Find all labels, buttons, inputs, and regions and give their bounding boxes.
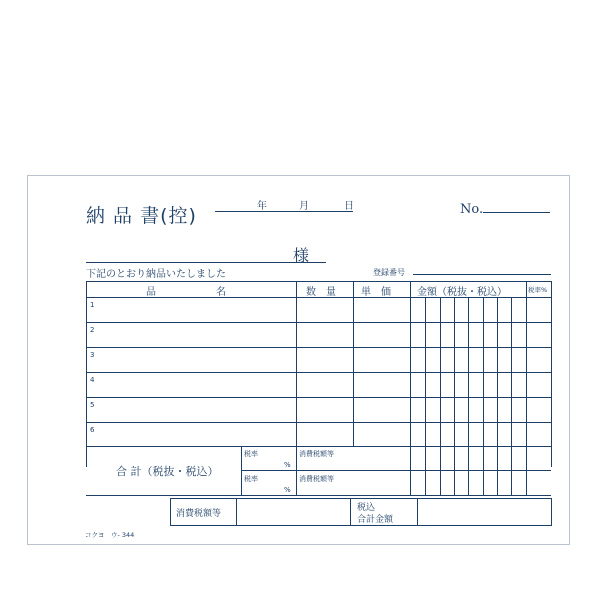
total-bottom-border <box>86 495 551 496</box>
footer-left-border <box>170 498 171 526</box>
total-row-divider <box>241 470 551 471</box>
row-line-1 <box>86 322 551 323</box>
amount-digit-line-3 <box>454 297 455 495</box>
row-number-1: 1 <box>90 301 95 309</box>
addressee-sama: 様 <box>293 246 310 265</box>
footer-table <box>170 498 551 526</box>
col-qty-left <box>296 281 297 446</box>
brand-code: コクヨ ウ- 344 <box>85 531 135 539</box>
amount-digit-line-6 <box>497 297 498 495</box>
registration-underline <box>413 274 551 275</box>
col-price-left <box>353 281 354 446</box>
header-unit-price: 単 価 <box>361 287 391 298</box>
row-number-6: 6 <box>90 426 95 434</box>
addressee-underline <box>86 262 326 263</box>
rate-label-1: 税率 <box>244 450 258 458</box>
form-title: 納 品 書(控) <box>86 205 197 227</box>
number-underline <box>483 212 550 213</box>
amount-digit-line-7 <box>511 297 512 495</box>
tax-amount-label-2: 消費税額等 <box>299 475 334 483</box>
row-line-4 <box>86 397 551 398</box>
row-line-3 <box>86 372 551 373</box>
footer-divider-1 <box>236 498 237 526</box>
footer-total-line1: 税込 <box>357 503 376 513</box>
delivery-slip-form <box>27 175 570 545</box>
header-quantity: 数 量 <box>306 287 336 298</box>
rate-divider <box>296 446 297 495</box>
registration-label: 登録番号 <box>373 268 405 277</box>
row-line-5 <box>86 422 551 423</box>
col-amount-left <box>410 281 411 495</box>
footer-right-border <box>551 498 552 526</box>
table-left-border <box>86 281 87 467</box>
row-number-4: 4 <box>90 376 95 384</box>
header-tax-rate: 税率% <box>528 286 548 294</box>
footer-tax-label: 消費税額等 <box>176 509 222 519</box>
year-label: 年 <box>257 201 267 212</box>
date-underline <box>215 211 353 212</box>
delivery-note: 下記のとおり納品いたしました <box>86 269 226 280</box>
amount-digit-line-5 <box>483 297 484 495</box>
footer-divider-3 <box>417 498 418 526</box>
day-label: 日 <box>344 201 354 212</box>
header-amount: 金額（税抜・税込） <box>417 287 507 298</box>
row-number-5: 5 <box>90 401 95 409</box>
total-label-divider <box>241 446 242 495</box>
amount-digit-line-1 <box>425 297 426 495</box>
row-number-2: 2 <box>90 326 95 334</box>
month-label: 月 <box>299 201 309 212</box>
rate-label-2: 税率 <box>244 475 258 483</box>
table-right-border <box>551 281 552 467</box>
number-label: No. <box>460 202 484 217</box>
tax-amount-label-1: 消費税額等 <box>299 450 334 458</box>
items-table <box>86 281 551 494</box>
col-taxrate-left <box>526 281 527 495</box>
row-line-6 <box>86 446 551 447</box>
row-number-3: 3 <box>90 351 95 359</box>
footer-bottom-border <box>170 525 551 526</box>
total-label: 合 計（税抜・税込） <box>116 465 219 478</box>
footer-top-border <box>170 498 551 499</box>
row-line-2 <box>86 347 551 348</box>
percent-label-1: % <box>284 461 291 469</box>
amount-digit-line-2 <box>440 297 441 495</box>
table-top-border <box>86 281 551 282</box>
footer-total-line2: 合計金額 <box>357 515 394 525</box>
header-item-name: 品 名 <box>146 287 226 298</box>
amount-digit-line-4 <box>468 297 469 495</box>
footer-divider-2 <box>350 498 351 526</box>
percent-label-2: % <box>284 486 291 494</box>
